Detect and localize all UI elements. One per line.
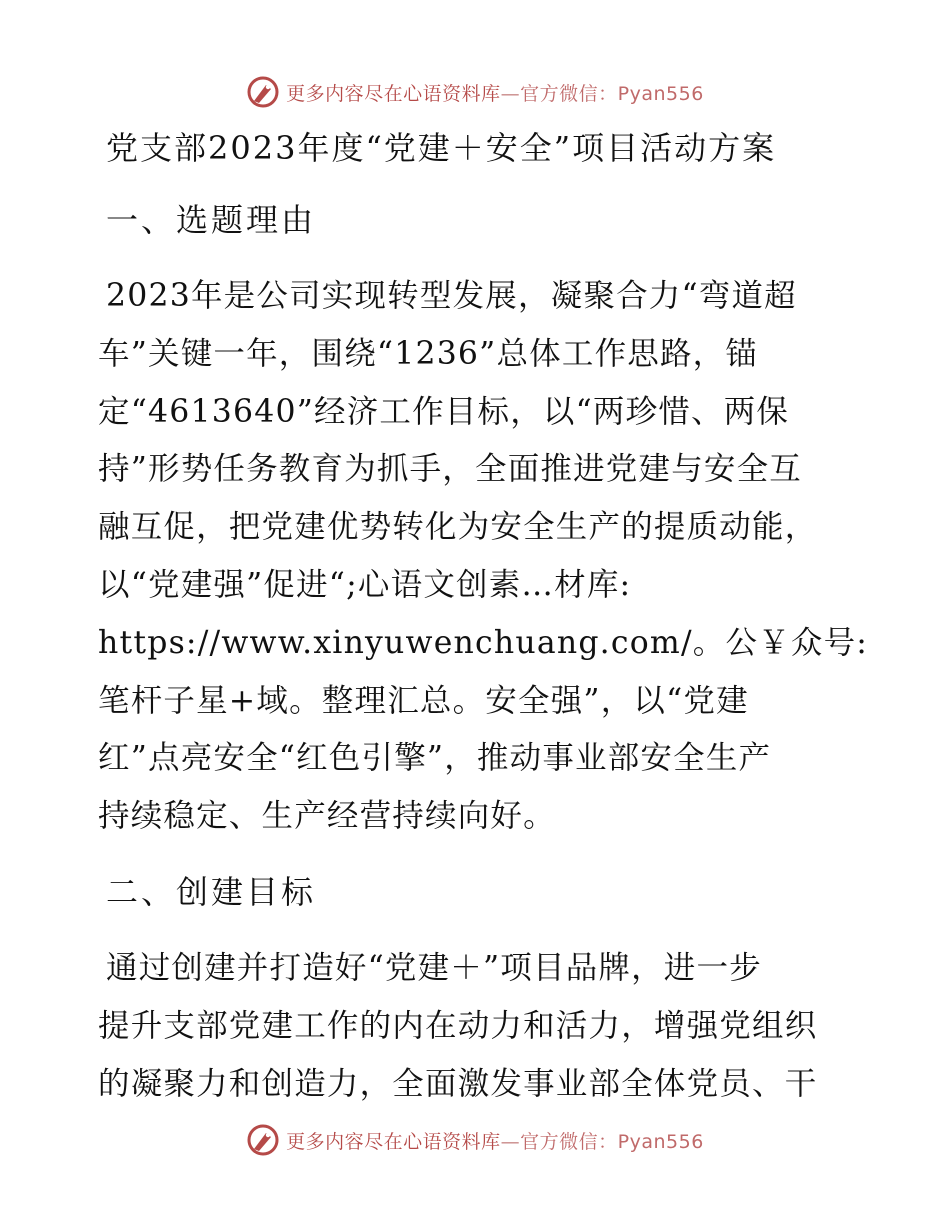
paragraph-line: 的凝聚力和创造力，全面激发事业部全体党员、干 [98,1065,818,1102]
paragraph-line: 笔杆子星+域。整理汇总。安全强”，以“党建 [98,682,749,719]
paragraph-line: 红”点亮安全“红色引擎”，推动事业部安全生产 [98,740,772,777]
paragraph-line: 2023年是公司实现转型发展，凝聚合力“弯道超 [106,278,797,314]
paragraph-line: https://www.xinyuwenchuang.com/。公￥众号: [98,624,869,661]
paragraph-line: 融互促，把党建优势转化为安全生产的提质动能， [98,509,818,546]
section-reason-paragraph [98,268,869,846]
watermark-separator: — [500,82,521,105]
document-title: 党支部2023年度“党建＋安全”项目活动方案 [106,129,777,167]
paragraph-line: 通过创建并打造好“党建＋”项目品牌，进一步 [106,950,762,986]
watermark-wechat: 官方微信：Pyan556 [520,82,704,105]
watermark-text [286,1127,704,1154]
watermark-main: 更多内容尽在心语资料库 [286,1130,501,1153]
paragraph-line: 提升支部党建工作的内在动力和活力，增强党组织 [98,1007,818,1044]
watermark-wechat: 官方微信：Pyan556 [520,1130,704,1153]
paragraph-line: 持”形势任务教育为抓手，全面推进党建与安全互 [98,451,803,488]
section-heading-goal: 二、创建目标 [106,873,317,911]
paragraph-line: 以“党建强”促进“;心语文创素…材库: [98,566,632,603]
pen-nib-logo-icon [246,75,280,109]
pen-nib-logo-icon [246,1123,280,1157]
paragraph-line: 车”关键一年，围绕“1236”总体工作思路，锚 [98,335,759,372]
watermark-banner-bottom [0,1120,950,1160]
watermark-banner-top [0,72,950,112]
watermark-text [286,79,704,106]
section-heading-reason: 一、选题理由 [106,201,317,239]
watermark-main: 更多内容尽在心语资料库 [286,82,501,105]
watermark-separator: — [500,1130,521,1153]
paragraph-line: 持续稳定、生产经营持续向好。 [98,798,556,835]
section-goal-paragraph [98,940,858,1113]
paragraph-line: 定“4613640”经济工作目标，以“两珍惜、两保 [98,393,790,430]
